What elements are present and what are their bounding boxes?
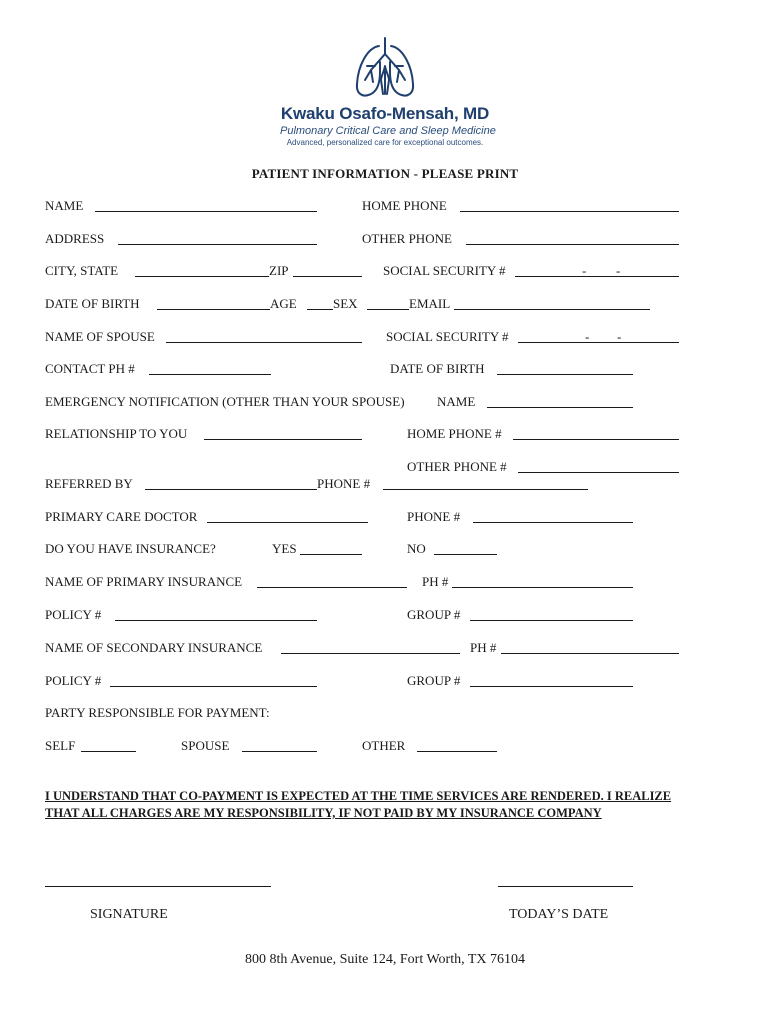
name-label: NAME bbox=[45, 198, 84, 213]
referred-by-label: REFERRED BY bbox=[45, 476, 133, 491]
zip-label: ZIP bbox=[269, 263, 289, 278]
primary-ph-label: PH # bbox=[422, 574, 449, 589]
emergency-name-field[interactable] bbox=[487, 407, 633, 408]
other-phone-field[interactable] bbox=[466, 244, 679, 245]
ssn-field[interactable] bbox=[515, 276, 679, 277]
emergency-name-label: NAME bbox=[437, 394, 476, 409]
todays-date-label: TODAY’S DATE bbox=[509, 907, 609, 922]
form-title: PATIENT INFORMATION - PLEASE PRINT bbox=[251, 166, 519, 181]
group-1-label: GROUP # bbox=[407, 607, 461, 622]
insurance-no-field[interactable] bbox=[434, 554, 497, 555]
referred-phone-label: PHONE # bbox=[317, 476, 371, 491]
contact-phone-field[interactable] bbox=[149, 374, 271, 375]
relationship-label: RELATIONSHIP TO YOU bbox=[45, 426, 188, 441]
policy-2-label: POLICY # bbox=[45, 673, 102, 688]
lungs-hands-icon bbox=[353, 36, 417, 102]
insurance-yes-label: YES bbox=[272, 541, 297, 556]
practice-logo bbox=[280, 36, 496, 147]
city-state-label: CITY, STATE bbox=[45, 263, 119, 278]
secondary-ph-field[interactable] bbox=[501, 653, 679, 654]
zip-field[interactable] bbox=[293, 276, 362, 277]
age-field[interactable] bbox=[307, 309, 333, 310]
spouse-name-label: NAME OF SPOUSE bbox=[45, 329, 155, 344]
home-phone-label: HOME PHONE bbox=[362, 198, 447, 213]
emergency-other-phone-field[interactable] bbox=[518, 472, 679, 473]
spouse-ssn-dash-1: - bbox=[585, 329, 590, 344]
spouse-ssn-dash-2: - bbox=[617, 329, 622, 344]
pcp-phone-label: PHONE # bbox=[407, 509, 461, 524]
insurance-no-label: NO bbox=[407, 541, 426, 556]
emergency-home-phone-label: HOME PHONE # bbox=[407, 426, 502, 441]
group-2-field[interactable] bbox=[470, 686, 633, 687]
email-label: EMAIL bbox=[409, 296, 451, 311]
dob-field[interactable] bbox=[157, 309, 270, 310]
responsible-party-label: PARTY RESPONSIBLE FOR PAYMENT: bbox=[45, 705, 270, 720]
other-label: OTHER bbox=[362, 738, 406, 753]
signature-label: SIGNATURE bbox=[90, 907, 168, 922]
insurance-question: DO YOU HAVE INSURANCE? bbox=[45, 541, 216, 556]
emergency-other-phone-label: OTHER PHONE # bbox=[407, 459, 507, 474]
address-label: ADDRESS bbox=[45, 231, 105, 246]
dob-label: DATE OF BIRTH bbox=[45, 296, 140, 311]
spouse-dob-field[interactable] bbox=[497, 374, 633, 375]
address-field[interactable] bbox=[118, 244, 317, 245]
home-phone-field[interactable] bbox=[460, 211, 679, 212]
practice-specialty: Pulmonary Critical Care and Sleep Medicine bbox=[280, 125, 496, 137]
ssn-dash-1: - bbox=[582, 263, 587, 278]
group-1-field[interactable] bbox=[470, 620, 633, 621]
group-2-label: GROUP # bbox=[407, 673, 461, 688]
primary-insurance-field[interactable] bbox=[257, 587, 407, 588]
policy-1-field[interactable] bbox=[115, 620, 317, 621]
secondary-ph-label: PH # bbox=[470, 640, 497, 655]
sex-field[interactable] bbox=[367, 309, 409, 310]
referred-phone-field[interactable] bbox=[383, 489, 588, 490]
insurance-yes-field[interactable] bbox=[300, 554, 362, 555]
practice-tagline: Advanced, personalized care for exceptional outcomes. bbox=[286, 138, 484, 147]
copayment-notice: I UNDERSTAND THAT CO-PAYMENT IS EXPECTED AT THE TIME SERVICES ARE RENDERED. I REALIZE THAT ALL CHARGES ARE MY RESPONSIBILITY, IF NOT PAID BY MY INSURANCE COMPANY bbox=[45, 789, 672, 820]
policy-1-label: POLICY # bbox=[45, 607, 102, 622]
relationship-field[interactable] bbox=[204, 439, 362, 440]
primary-ph-field[interactable] bbox=[452, 587, 633, 588]
signature-field[interactable] bbox=[45, 886, 271, 887]
pcp-phone-field[interactable] bbox=[473, 522, 633, 523]
self-label: SELF bbox=[45, 738, 76, 753]
ssn-dash-2: - bbox=[616, 263, 621, 278]
secondary-insurance-label: NAME OF SECONDARY INSURANCE bbox=[45, 640, 263, 655]
spouse-name-field[interactable] bbox=[166, 342, 362, 343]
policy-2-field[interactable] bbox=[110, 686, 317, 687]
primary-insurance-label: NAME OF PRIMARY INSURANCE bbox=[45, 574, 243, 589]
practice-name: Kwaku Osafo-Mensah, MD bbox=[280, 104, 490, 123]
other-phone-label: OTHER PHONE bbox=[362, 231, 452, 246]
name-field[interactable] bbox=[95, 211, 317, 212]
pcp-field[interactable] bbox=[207, 522, 368, 523]
spouse-dob-label: DATE OF BIRTH bbox=[390, 361, 485, 376]
sex-label: SEX bbox=[333, 296, 358, 311]
age-label: AGE bbox=[270, 296, 297, 311]
emergency-label: EMERGENCY NOTIFICATION (OTHER THAN YOUR SPOUSE) bbox=[45, 394, 405, 409]
spouse-ssn-field[interactable] bbox=[518, 342, 679, 343]
city-state-field[interactable] bbox=[135, 276, 269, 277]
pcp-label: PRIMARY CARE DOCTOR bbox=[45, 509, 198, 524]
other-field[interactable] bbox=[417, 751, 497, 752]
spouse-field[interactable] bbox=[242, 751, 317, 752]
ssn-label: SOCIAL SECURITY # bbox=[383, 263, 506, 278]
self-field[interactable] bbox=[81, 751, 136, 752]
referred-by-field[interactable] bbox=[145, 489, 317, 490]
spouse-label: SPOUSE bbox=[181, 738, 230, 753]
secondary-insurance-field[interactable] bbox=[281, 653, 460, 654]
practice-address: 800 8th Avenue, Suite 124, Fort Worth, TX 76104 bbox=[244, 952, 526, 967]
contact-phone-label: CONTACT PH # bbox=[45, 361, 135, 376]
emergency-home-phone-field[interactable] bbox=[513, 439, 679, 440]
date-field[interactable] bbox=[498, 886, 633, 887]
spouse-ssn-label: SOCIAL SECURITY # bbox=[386, 329, 509, 344]
email-field[interactable] bbox=[454, 309, 650, 310]
